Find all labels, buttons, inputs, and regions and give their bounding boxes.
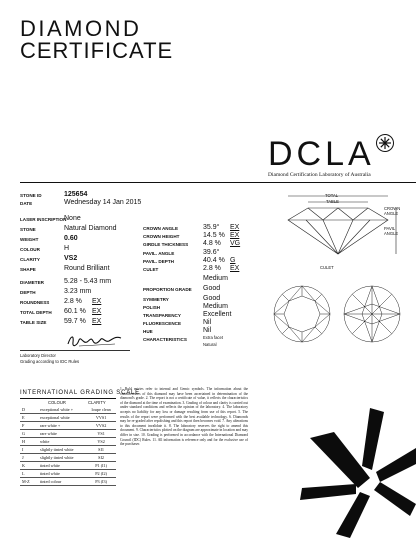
field-grade: EX: [230, 224, 240, 231]
scale-col-clarity: CLARITY: [88, 400, 106, 405]
scale-row: [20, 470, 116, 478]
field-label: PAVIL. DEPTH: [143, 258, 174, 264]
field-grade: G: [230, 257, 236, 264]
scale-grade: J: [20, 454, 38, 462]
field-label: HUE: [143, 328, 153, 334]
scale-row: [20, 454, 116, 462]
field-value: Excellent: [203, 311, 232, 318]
field-value: 125654: [64, 191, 88, 198]
field-label: COLOUR: [20, 246, 40, 252]
scale-colour-desc: slightly tinted white: [38, 454, 86, 462]
scale-row: [20, 422, 116, 430]
grading-scale-table: [20, 406, 116, 486]
field-label: POLISH: [143, 304, 161, 310]
field-grade: EX: [230, 265, 240, 272]
scale-row: [20, 462, 116, 470]
scale-colour-desc: white: [38, 438, 86, 446]
lab-name: Diamond Certification Laboratory of Australia: [268, 172, 371, 178]
scale-grade: M-Z: [20, 478, 38, 486]
field-value: Good: [203, 285, 221, 292]
field-value: Medium: [203, 303, 228, 310]
field-value: 60.1 %: [64, 308, 86, 315]
scale-colour-desc: tinted colour: [38, 478, 86, 486]
field-label: CHARACTERISTICS: [143, 336, 187, 342]
scale-clarity-desc: VS2: [86, 438, 116, 446]
certificate-title-line2: CERTIFICATE: [20, 38, 174, 63]
field-value: 0.60: [64, 235, 78, 242]
certificate-title-line1: DIAMOND: [20, 16, 142, 41]
field-value: H: [64, 245, 70, 252]
field-grade: EX: [92, 298, 102, 305]
field-value: Medium: [203, 275, 228, 282]
field-label: WEIGHT: [20, 236, 39, 242]
field-label: CLARITY: [20, 256, 40, 262]
scale-clarity-desc: SI2: [86, 454, 116, 462]
diagram-label-table: TABLE: [326, 199, 339, 204]
scale-clarity-desc: loupe clean: [86, 406, 116, 414]
field-value: Natural: [203, 342, 217, 347]
field-value: Round Brilliant: [64, 265, 110, 272]
scale-grade: I: [20, 446, 38, 454]
signature-line: [20, 350, 130, 351]
field-value: VS2: [64, 255, 78, 262]
director-signature: [65, 332, 125, 350]
field-value: 2.8 %: [64, 298, 82, 305]
field-value: 5.28 - 5.43 mm: [64, 278, 112, 285]
field-label: TABLE SIZE: [20, 319, 47, 325]
grading-rules: Grading according to IDC Rules: [20, 359, 80, 364]
field-label: CROWN HEIGHT: [143, 233, 180, 239]
scale-colour-desc: rare white: [38, 430, 86, 438]
field-value: 4.8 %: [203, 240, 221, 247]
diagram-label-pavil-angle: PAVIL ANGLE: [384, 226, 399, 236]
field-label: DEPTH: [20, 289, 36, 295]
field-grade: VG: [230, 240, 241, 247]
scale-grade: E: [20, 414, 38, 422]
scale-colour-desc: slightly tinted white: [38, 446, 86, 454]
field-value: Wednesday 14 Jan 2015: [64, 199, 142, 206]
field-label: TOTAL DEPTH: [20, 309, 52, 315]
scale-clarity-desc: VVS2: [86, 422, 116, 430]
scale-clarity-desc: VS1: [86, 430, 116, 438]
scale-clarity-desc: VVS1: [86, 414, 116, 422]
scale-grade: L: [20, 470, 38, 478]
diagram-label-culet: CULET: [320, 265, 334, 270]
scale-grade: F: [20, 422, 38, 430]
lab-logo: DCLA: [268, 135, 375, 173]
scale-clarity-desc: P3 (I3): [86, 478, 116, 486]
diamond-top-bottom-diagrams: [268, 282, 408, 346]
field-value: Good: [203, 295, 221, 302]
scale-row: [20, 438, 116, 446]
scale-grade: K: [20, 462, 38, 470]
field-label: TRANSPARENCY: [143, 312, 181, 318]
scale-row: [20, 430, 116, 438]
field-value: 3.23 mm: [64, 288, 92, 295]
scale-row: [20, 414, 116, 422]
diagram-label-crown-angle: CROWN ANGLE: [384, 206, 401, 216]
field-label: SYMMETRY: [143, 296, 169, 302]
scale-colour-desc: tinted white: [38, 470, 86, 478]
field-value: 2.8 %: [203, 265, 221, 272]
field-label: CROWN ANGLE: [143, 225, 179, 231]
scale-colour-desc: exceptional white +: [38, 406, 86, 414]
field-value: 40.4 %: [203, 257, 225, 264]
field-label: PROPORTION GRADE: [143, 286, 192, 292]
scale-title-rule: [20, 398, 116, 399]
field-value: Nil: [203, 327, 212, 334]
grading-scale-title: INTERNATIONAL GRADING SCALE: [20, 390, 140, 396]
field-label: ROUNDNESS: [20, 299, 50, 305]
signature-title: Laboratory Director: [20, 353, 56, 358]
field-grade: EX: [92, 318, 102, 325]
lab-logo-star-icon: [375, 133, 395, 153]
field-value: Nil: [203, 319, 212, 326]
scale-clarity-desc: P1 (I1): [86, 462, 116, 470]
field-value: 35.9°: [203, 224, 220, 231]
field-label: DIAMETER: [20, 279, 44, 285]
scale-colour-desc: rare white +: [38, 422, 86, 430]
field-label: SHAPE: [20, 266, 36, 272]
scale-colour-desc: exceptional white: [38, 414, 86, 422]
certificate-notes: 1. Bold entries refer to internal and Gemic symbols. The information about the characteristics of this diamond may have been ascertained in determination of the diamond's grade. 2. The report is not a certificate of value, it reflects the characteristics of the diamond at the time of examination. 3. Grading of colour and clarity is carried out under standard conditions and reflects the opinion of the laboratory. 4. The laboratory accepts no liability for any loss or damage resulting from use of this report. 5. The results of the report were performed with the best available technology. 6. Diamonds may be re-graded after repolishing and this report then becomes void. 7. Any alterations to this document invalidate it. 8. The laboratory reserves the right to amend this document. 9. Characteristics plotted on the diagram are approximate in location and may differ in size. 10. Grading is performed in accordance with the International Diamond Council (IDC) Rules. 11. All information is reference only and for the exclusive use of the purchaser.: [120, 387, 248, 447]
field-value: 14.5 %: [203, 232, 225, 239]
diagram-label-total: TOTAL: [325, 193, 339, 198]
scale-grade: H: [20, 438, 38, 446]
field-value: 39.6°: [203, 249, 220, 256]
field-label: LASER INSCRIPTION: [20, 216, 67, 222]
field-label: GIRDLE THICKNESS: [143, 241, 189, 247]
field-label: PAVIL. ANGLE: [143, 250, 175, 256]
scale-colour-desc: tinted white: [38, 462, 86, 470]
field-label: STONE ID: [20, 192, 42, 198]
field-label: CULET: [143, 266, 159, 272]
scale-row: [20, 446, 116, 454]
scale-row: [20, 406, 116, 414]
dcla-watermark-icon: [300, 408, 416, 538]
header-divider: [20, 182, 416, 183]
field-value: Natural Diamond: [64, 225, 117, 232]
field-grade: EX: [230, 232, 240, 239]
scale-grade: G: [20, 430, 38, 438]
scale-grade: D: [20, 406, 38, 414]
scale-clarity-desc: SI1: [86, 446, 116, 454]
field-label: DATE: [20, 200, 33, 206]
field-label: FLUORESCENCE: [143, 320, 182, 326]
field-value: 59.7 %: [64, 318, 86, 325]
field-value: Extra facet: [203, 335, 224, 340]
field-value: None: [64, 215, 81, 222]
scale-clarity-desc: P2 (I2): [86, 470, 116, 478]
field-grade: EX: [92, 308, 102, 315]
field-label: STONE: [20, 226, 36, 232]
scale-row: [20, 478, 116, 486]
scale-col-colour: COLOUR: [48, 400, 66, 405]
